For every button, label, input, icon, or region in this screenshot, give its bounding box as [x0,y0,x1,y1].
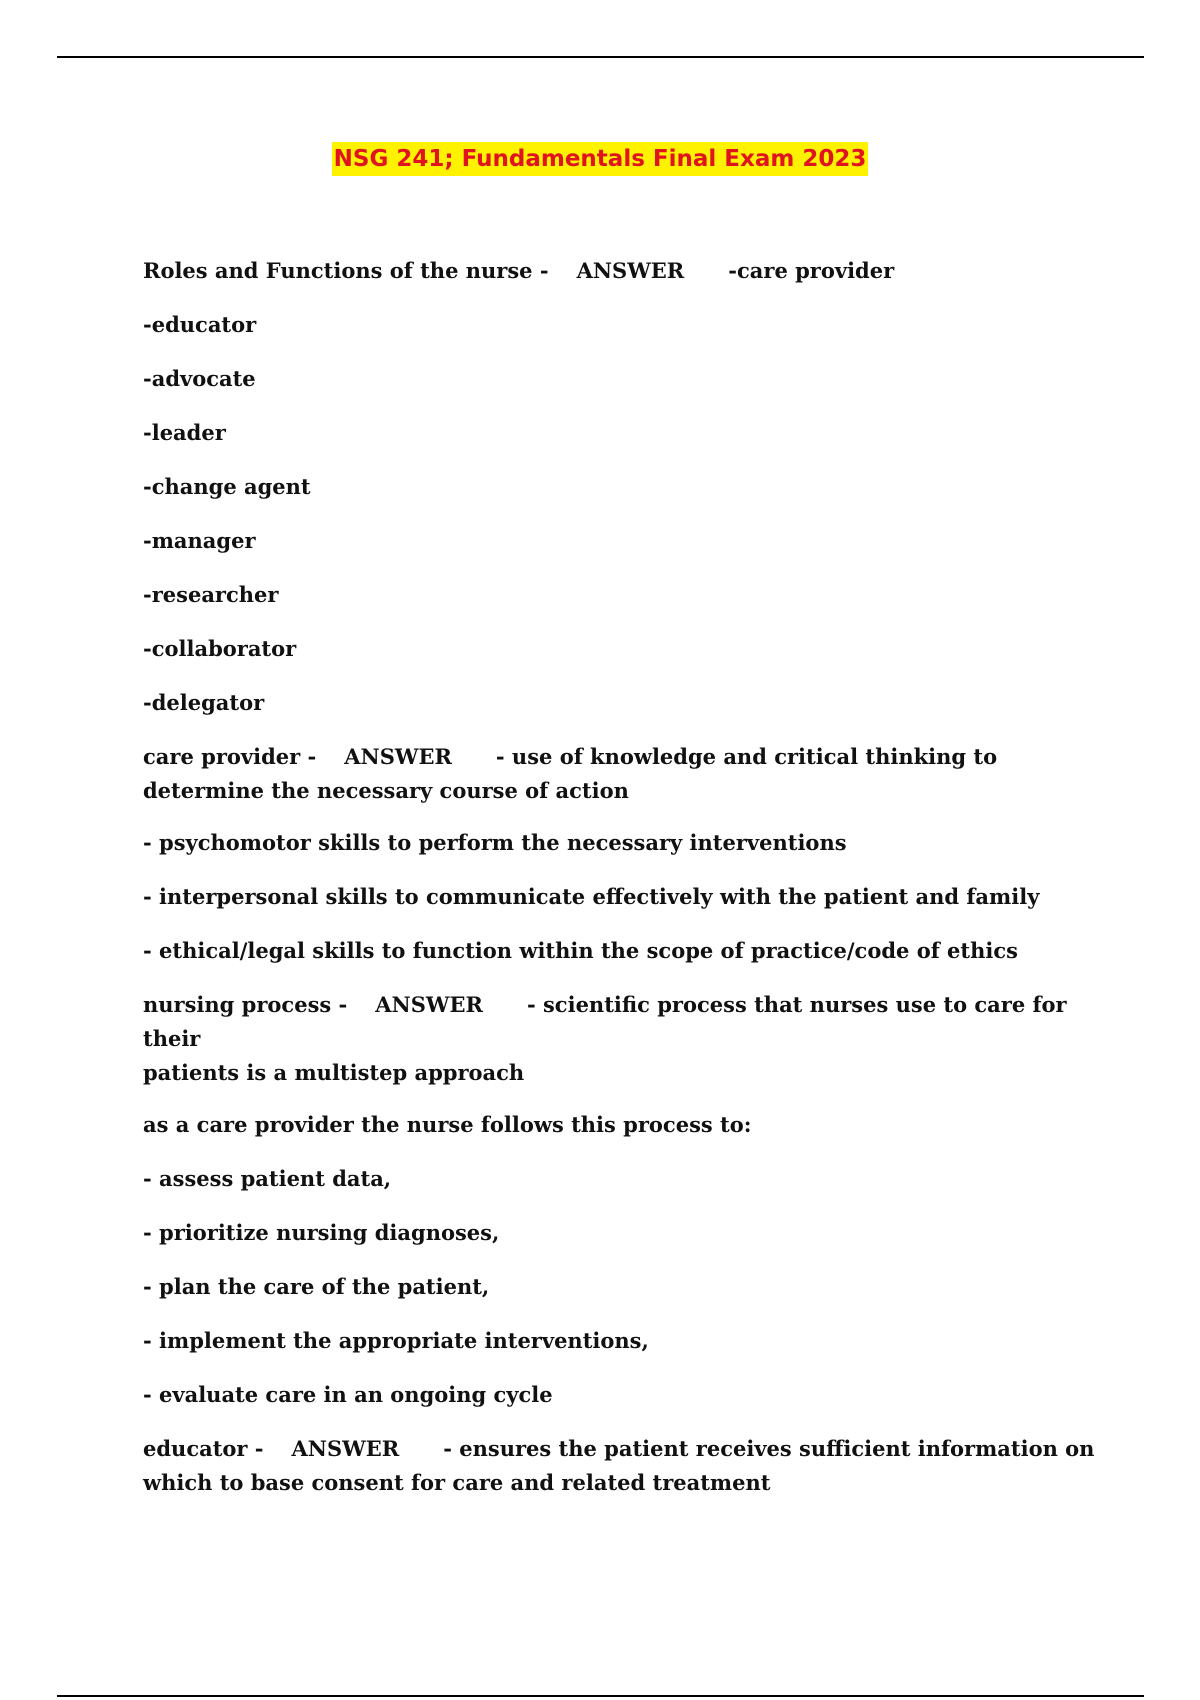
list-item: -delegator [143,690,265,715]
list-item: - plan the care of the patient, [143,1274,490,1299]
answer-label: ANSWER [375,992,483,1017]
entry-term: nursing process - [143,992,348,1017]
list-item: - interpersonal skills to communicate effectively with the patient and family [143,884,1040,909]
list-item: - prioritize nursing diagnoses, [143,1220,500,1245]
answer-label: ANSWER [344,744,452,769]
list-item: as a care provider the nurse follows this process to: [143,1112,752,1137]
entry-definition: - use of knowledge and critical thinking to [495,744,998,769]
list-item: -researcher [143,582,279,607]
entry-roles-functions [143,254,1103,288]
list-item: - implement the appropriate interventions, [143,1328,649,1353]
document-title: NSG 241; Fundamentals Final Exam 2023 [332,142,869,176]
entry-definition-continued: determine the necessary course of action [143,778,629,803]
entry-term: Roles and Functions of the nurse - [143,258,549,283]
list-item: - evaluate care in an ongoing cycle [143,1382,553,1407]
entry-term: educator - [143,1436,264,1461]
title-container [0,142,1200,176]
answer-label: ANSWER [291,1436,400,1461]
entry-definition-continued: patients is a multistep approach [143,1060,525,1085]
list-item: -manager [143,528,256,553]
top-rule [57,56,1144,58]
document-body [143,254,1103,1500]
answer-label: ANSWER [576,258,685,283]
list-item: -educator [143,312,257,337]
entry-definition: - scientific process that nurses use to care for their [143,992,1067,1051]
entry-term: care provider - [143,744,317,769]
list-item: -advocate [143,366,256,391]
entry-definition-continued: which to base consent for care and related treatment [143,1470,771,1495]
entry-educator [143,1432,1103,1500]
list-item: - assess patient data, [143,1166,392,1191]
bottom-rule [57,1695,1144,1697]
list-item: -collaborator [143,636,297,661]
list-item: -leader [143,420,226,445]
entry-definition: - ensures the patient receives sufficient information on [443,1436,1095,1461]
list-item: -change agent [143,474,311,499]
list-item: - psychomotor skills to perform the necessary interventions [143,830,847,855]
list-item: - ethical/legal skills to function within the scope of practice/code of ethics [143,938,1018,963]
entry-care-provider [143,740,1103,808]
entry-definition: -care provider [728,258,895,283]
entry-nursing-process [143,988,1103,1090]
